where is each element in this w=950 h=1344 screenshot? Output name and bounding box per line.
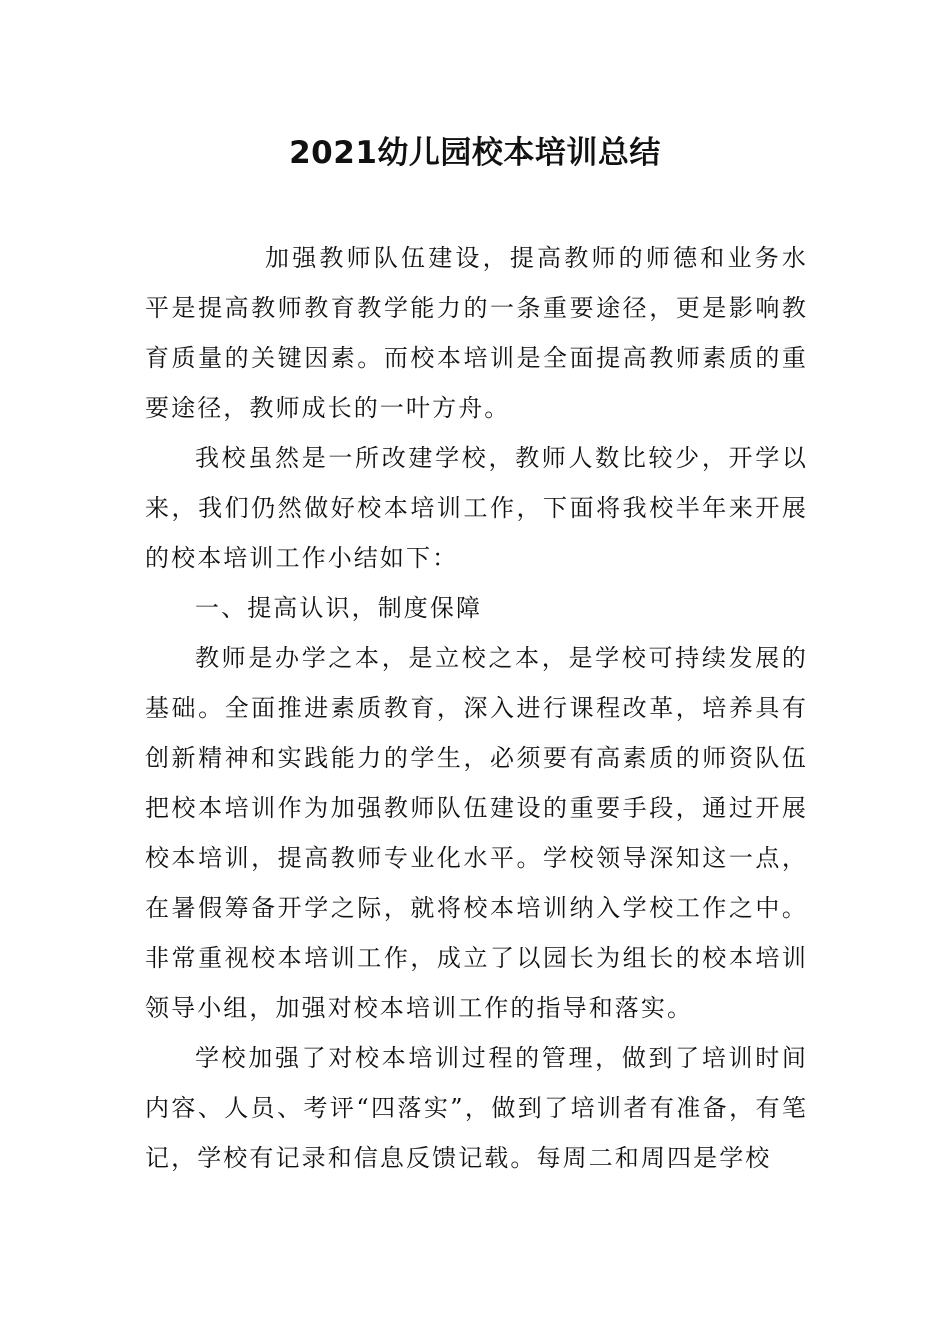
paragraph-intro: 加强教师队伍建设，提高教师的师德和业务水平是提高教师教育教学能力的一条重要途径，更是影响教育质量的关键因素。而校本培训是全面提高教师素质的重要途径，教师成长的一叶方舟。 [145, 244, 808, 422]
paragraph-teachers-foundation: 教师是办学之本，是立校之本，是学校可持续发展的基础。全面推进素质教育，深入进行课程改革，培养具有创新精神和实践能力的学生，必须要有高素质的师资队伍把校本培训作为加强教师队伍建设的重要手段，通过开展校本培训，提高教师专业化水平。学校领导深知这一点，在暑假筹备开学之际，就将校本培训纳入学校工作之中。非常重视校本培训工作，成立了以园长为组长的校本培训领导小组，加强对校本培训工作的指导和落实。 [145, 644, 808, 1022]
paragraph-overview: 我校虽然是一所改建学校，教师人数比较少，开学以来，我们仍然做好校本培训工作，下面将我校半年来开展的校本培训工作小结如下： [145, 444, 808, 572]
paragraph-training-management: 学校加强了对校本培训过程的管理，做到了培训时间内容、人员、考评“四落实”，做到了培训者有准备，有笔记，学校有记录和信息反馈记载。每周二和周四是学校 [145, 1044, 808, 1172]
document-title: 2021幼儿园校本培训总结 [289, 135, 661, 171]
document-body [145, 233, 808, 1183]
section-heading-1: 一、提高认识，制度保障 [195, 594, 483, 622]
